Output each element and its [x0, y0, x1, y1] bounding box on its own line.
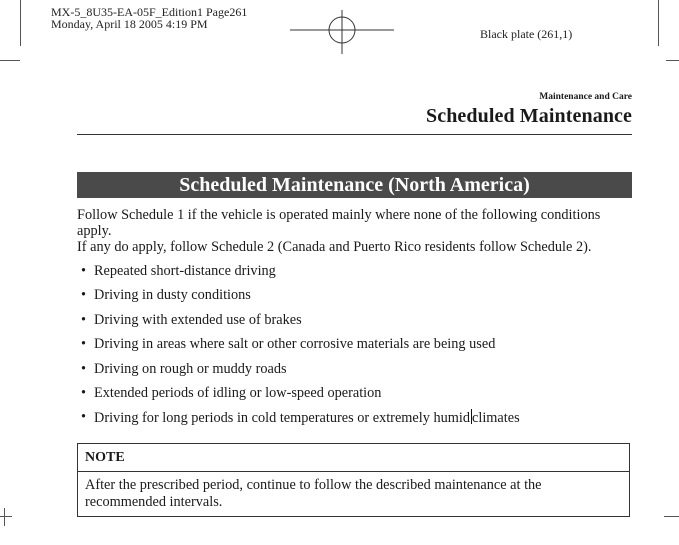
list-item: • Driving for long periods in cold temperatures or extremely humid climates [81, 409, 520, 427]
bullet-icon: • [81, 287, 87, 304]
list-item: • Driving in areas where salt or other corrosive materials are being used [81, 336, 496, 353]
list-item: • Extended periods of idling or low-speed operation [81, 384, 382, 401]
conditions-list [78, 263, 638, 434]
crop-mark-right-lower [664, 516, 679, 517]
bullet-icon: • [81, 409, 87, 426]
list-item: • Repeated short-distance driving [81, 263, 276, 279]
crop-mark-left-upper [0, 60, 20, 61]
note-box [77, 443, 630, 517]
bullet-icon: • [81, 311, 87, 328]
bullet-icon: • [81, 384, 87, 401]
bullet-icon: • [81, 360, 87, 377]
crop-mark-top-left [20, 0, 21, 46]
list-item: • Driving with extended use of brakes [81, 311, 302, 328]
intro-paragraph [77, 207, 637, 255]
intro-line-2: If any do apply, follow Schedule 2 (Canada and Puerto Rico residents follow Schedule 2). [77, 239, 592, 255]
bullet-icon: • [81, 263, 87, 279]
crop-mark-left-lower [0, 516, 12, 517]
crop-mark-left-lower-v [4, 508, 5, 526]
crop-mark-top-right [658, 0, 659, 46]
header-rule [77, 134, 632, 135]
page-title: Scheduled Maintenance [426, 105, 632, 127]
print-job-line: MX-5_8U35-EA-05F_Edition1 Page261 [51, 5, 248, 19]
crop-mark-right-upper [666, 60, 679, 61]
intro-line-1-wrap: apply. [77, 223, 112, 239]
registration-mark-icon [290, 10, 394, 54]
plate-label: Black plate (261,1) [480, 27, 573, 41]
section-label: Maintenance and Care [539, 92, 632, 102]
intro-line-1: Follow Schedule 1 if the vehicle is operated mainly where none of the following conditions [77, 207, 601, 223]
list-item: • Driving in dusty conditions [81, 287, 251, 304]
bullet-icon: • [81, 336, 87, 353]
list-item: • Driving on rough or muddy roads [81, 360, 287, 377]
note-text: After the prescribed period, continue to follow the described maintenance at the recommended intervals. [85, 477, 542, 510]
print-date-line: Monday, April 18 2005 4:19 PM [51, 17, 208, 31]
note-heading: NOTE [78, 444, 629, 472]
section-banner: Scheduled Maintenance (North America) [77, 172, 632, 198]
